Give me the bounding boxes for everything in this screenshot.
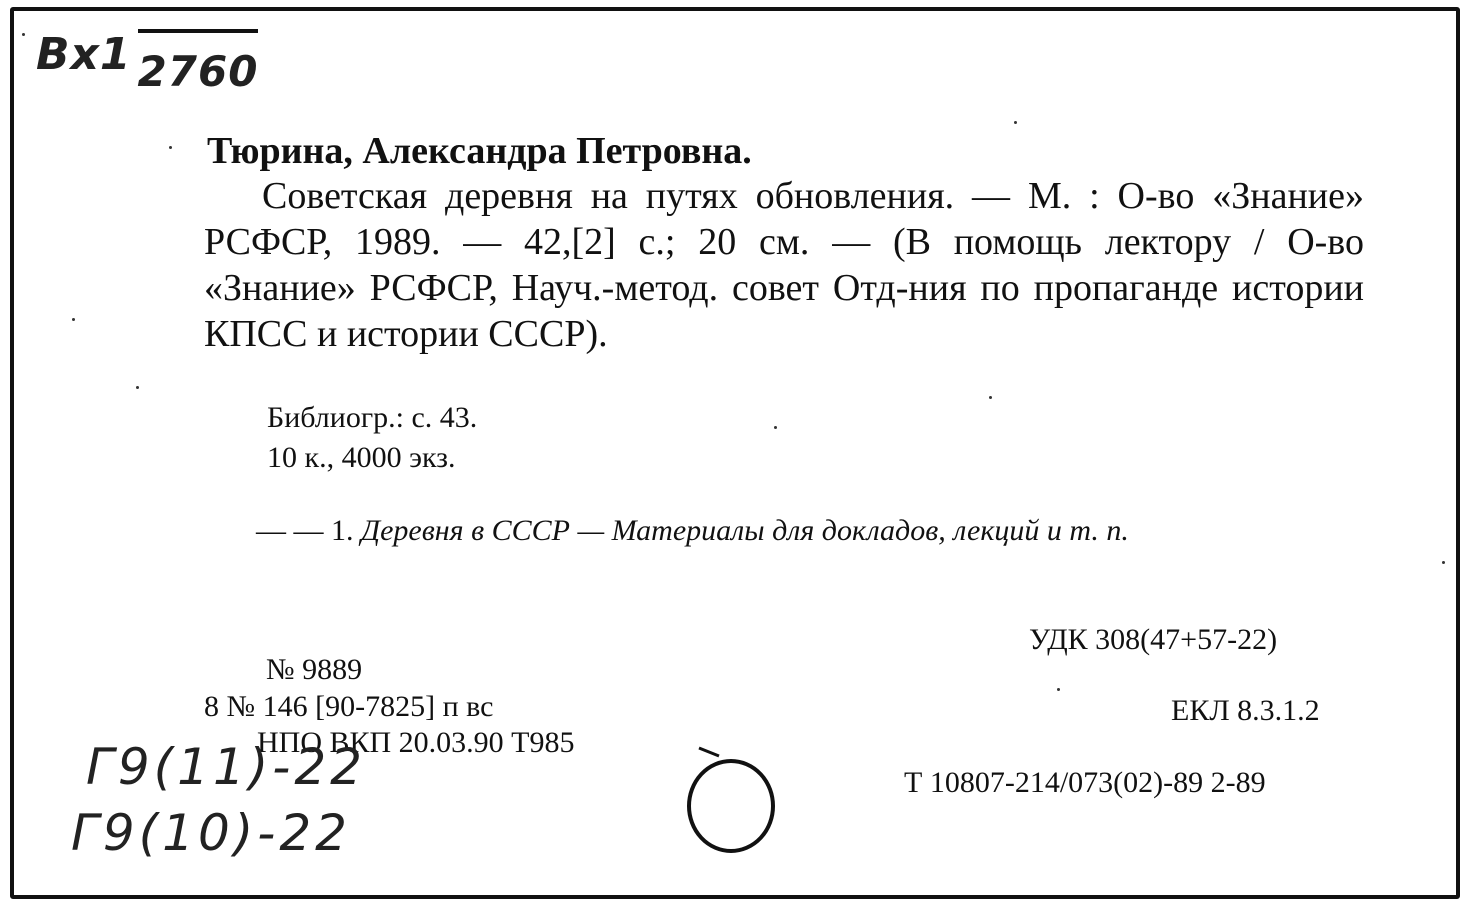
speck bbox=[989, 396, 992, 399]
handwritten-shelf-mark-2: Г9(10)-22 bbox=[71, 804, 351, 862]
call-number bbox=[36, 29, 258, 96]
ekl-code: ЕКЛ 8.3.1.2 bbox=[1171, 694, 1320, 727]
catalog-card bbox=[10, 7, 1460, 899]
speck bbox=[1014, 121, 1017, 124]
publisher-info: НПО ВКП 20.03.90 Т985 bbox=[257, 726, 575, 759]
speck bbox=[72, 318, 75, 321]
speck bbox=[1057, 688, 1060, 691]
call-number-top: Вх1 bbox=[36, 29, 132, 80]
udc-code: УДК 308(47+57-22) bbox=[1029, 623, 1278, 656]
speck bbox=[1442, 561, 1445, 564]
subject-heading: Деревня в СССР — Материалы для докладов, лекций и т. п. bbox=[361, 514, 1129, 547]
speck bbox=[22, 33, 25, 36]
handwritten-shelf-mark-1: Г9(11)-22 bbox=[86, 738, 366, 796]
order-number: № 9889 bbox=[266, 653, 363, 686]
print-info: 8 № 146 [90-7825] п вс bbox=[204, 690, 494, 723]
bibliographic-description: Советская деревня на путях обновления. — М. : О-во «Знание» РСФСР, 1989. — 42,[2] с.; 20 см. — (В помощь лектору / О-во «Знание» РСФСР, Науч.-метод. совет Отд-ния по пропаганде истории КПСС и истории СССР). bbox=[204, 175, 1364, 355]
price-note: 10 к., 4000 экз. bbox=[267, 441, 456, 474]
author-heading: Тюрина, Александра Петровна. bbox=[207, 130, 752, 172]
speck bbox=[169, 146, 172, 149]
subject-prefix: — — 1. bbox=[256, 514, 354, 547]
speck bbox=[136, 386, 139, 389]
punch-hole bbox=[679, 736, 789, 856]
speck bbox=[774, 426, 777, 429]
t-code: Т 10807-214/073(02)-89 2-89 bbox=[904, 766, 1266, 799]
call-number-bottom: 2760 bbox=[138, 29, 259, 96]
subject-entry bbox=[204, 513, 1364, 549]
bibliography-note: Библиогр.: с. 43. bbox=[267, 401, 478, 434]
